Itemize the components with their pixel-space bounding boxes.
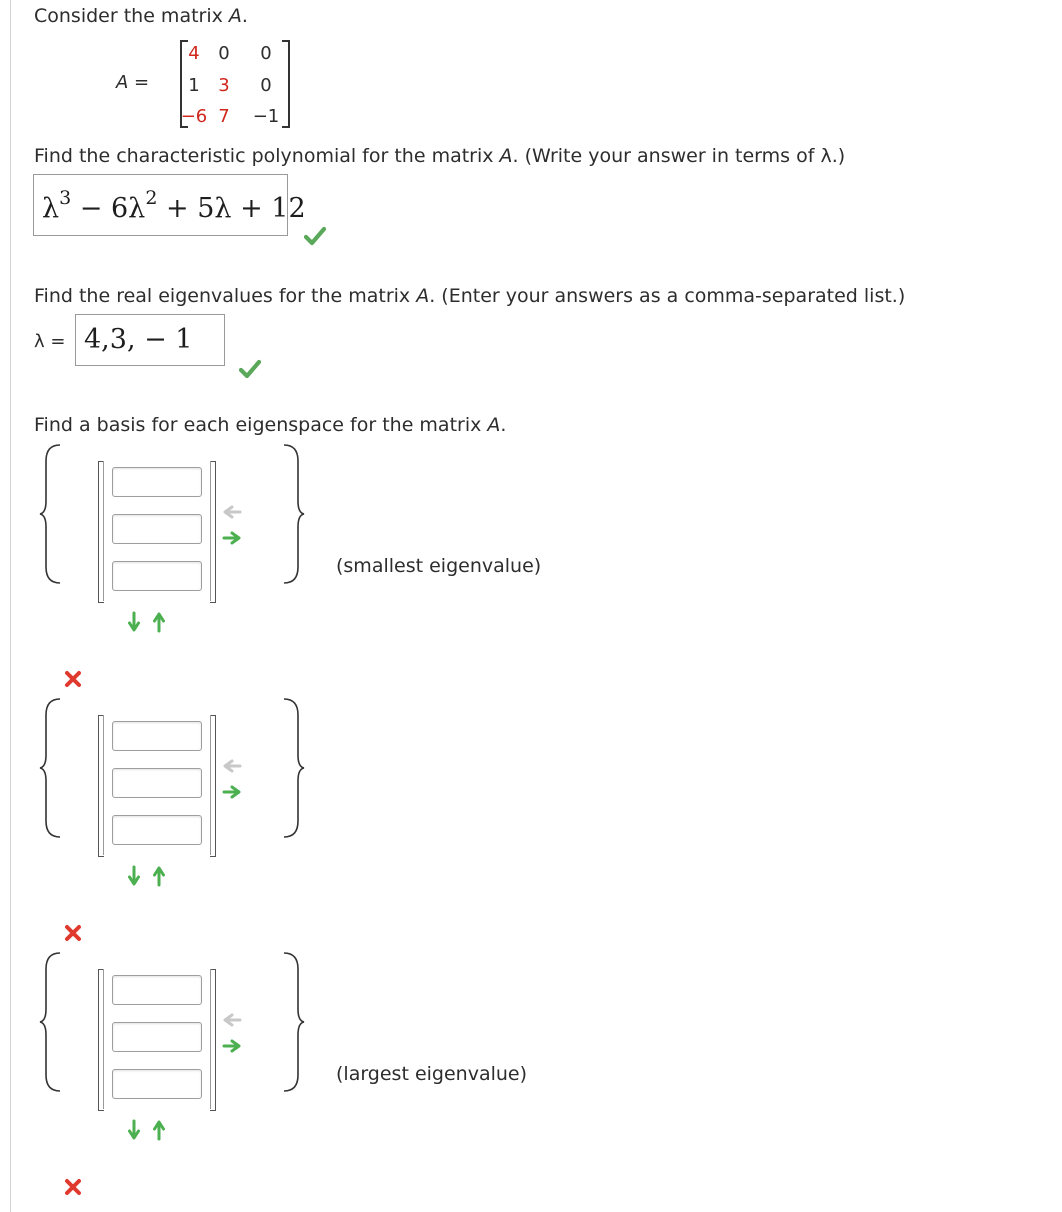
vector-bracket-line: [210, 969, 211, 1109]
matrix-lhs: A =: [116, 72, 150, 93]
add-column-arrow-icon[interactable]: [222, 785, 242, 799]
matrix-entry: 4: [188, 43, 200, 64]
x-mark-icon: [64, 1178, 82, 1196]
characteristic-polynomial-field[interactable]: $\lambda^3 - 6\lambda^2 + 5\lambda + 12$: [33, 174, 288, 236]
matrix-entry: 1: [188, 75, 200, 96]
left-set-brace: [38, 951, 64, 1093]
matrix-entry: 0: [218, 43, 230, 64]
add-row-arrow-icon[interactable]: [128, 1119, 140, 1141]
matrix-entry: 3: [218, 75, 230, 96]
basis-vector-entry[interactable]: [112, 768, 202, 798]
eigenvalue-label: (smallest eigenvalue): [336, 555, 542, 577]
add-row-arrow-icon[interactable]: [128, 865, 140, 887]
basis-vector-entry[interactable]: [112, 514, 202, 544]
matrix-entry: 0: [260, 75, 272, 96]
eigenvalue-label: (largest eigenvalue): [336, 1063, 528, 1085]
basis-vector-entry[interactable]: [112, 1069, 202, 1099]
vector-bracket-line: [210, 715, 211, 855]
x-mark-icon: [64, 924, 82, 942]
vector-bracket-line: [103, 461, 104, 601]
basis-vector-entry[interactable]: [112, 721, 202, 751]
basis-vector-entry[interactable]: [112, 975, 202, 1005]
remove-column-arrow-icon[interactable]: [222, 505, 242, 519]
vector-bracket-line: [210, 461, 211, 601]
vector-bracket-line: [103, 969, 104, 1109]
x-mark-icon: [64, 670, 82, 688]
basis-vector-entry[interactable]: [112, 815, 202, 845]
page-left-rule: [10, 0, 11, 1212]
left-set-brace: [38, 697, 64, 839]
vector-bracket-line: [103, 715, 104, 855]
q1-prompt: Find the characteristic polynomial for the matrix A. (Write your answer in terms of λ.): [34, 145, 846, 167]
right-set-brace: [280, 951, 306, 1093]
add-row-arrow-icon[interactable]: [128, 611, 140, 633]
remove-column-arrow-icon[interactable]: [222, 759, 242, 773]
right-set-brace: [280, 443, 306, 585]
basis-vector-entry[interactable]: [112, 561, 202, 591]
add-column-arrow-icon[interactable]: [222, 1039, 242, 1053]
intro-text: Consider the matrix A.: [34, 5, 248, 27]
q3-prompt: Find a basis for each eigenspace for the matrix A.: [34, 414, 507, 436]
lambda-label: λ =: [34, 331, 66, 352]
right-set-brace: [280, 697, 306, 839]
left-set-brace: [38, 443, 64, 585]
q2-prompt: Find the real eigenvalues for the matrix A. (Enter your answers as a comma-separated list.): [34, 285, 906, 307]
basis-vector-entry[interactable]: [112, 467, 202, 497]
eigenvalues-field[interactable]: 4,3, − 1: [75, 314, 225, 366]
matrix-entry: 0: [260, 43, 272, 64]
checkmark-icon: [304, 226, 326, 246]
matrix-entry: 7: [218, 106, 230, 127]
checkmark-icon: [239, 359, 261, 379]
remove-column-arrow-icon[interactable]: [222, 1013, 242, 1027]
remove-row-arrow-icon[interactable]: [153, 1119, 165, 1141]
matrix-entry: −1: [252, 106, 280, 127]
basis-vector-entry[interactable]: [112, 1022, 202, 1052]
remove-row-arrow-icon[interactable]: [153, 611, 165, 633]
matrix-entry: −6: [180, 106, 208, 127]
add-column-arrow-icon[interactable]: [222, 531, 242, 545]
remove-row-arrow-icon[interactable]: [153, 865, 165, 887]
